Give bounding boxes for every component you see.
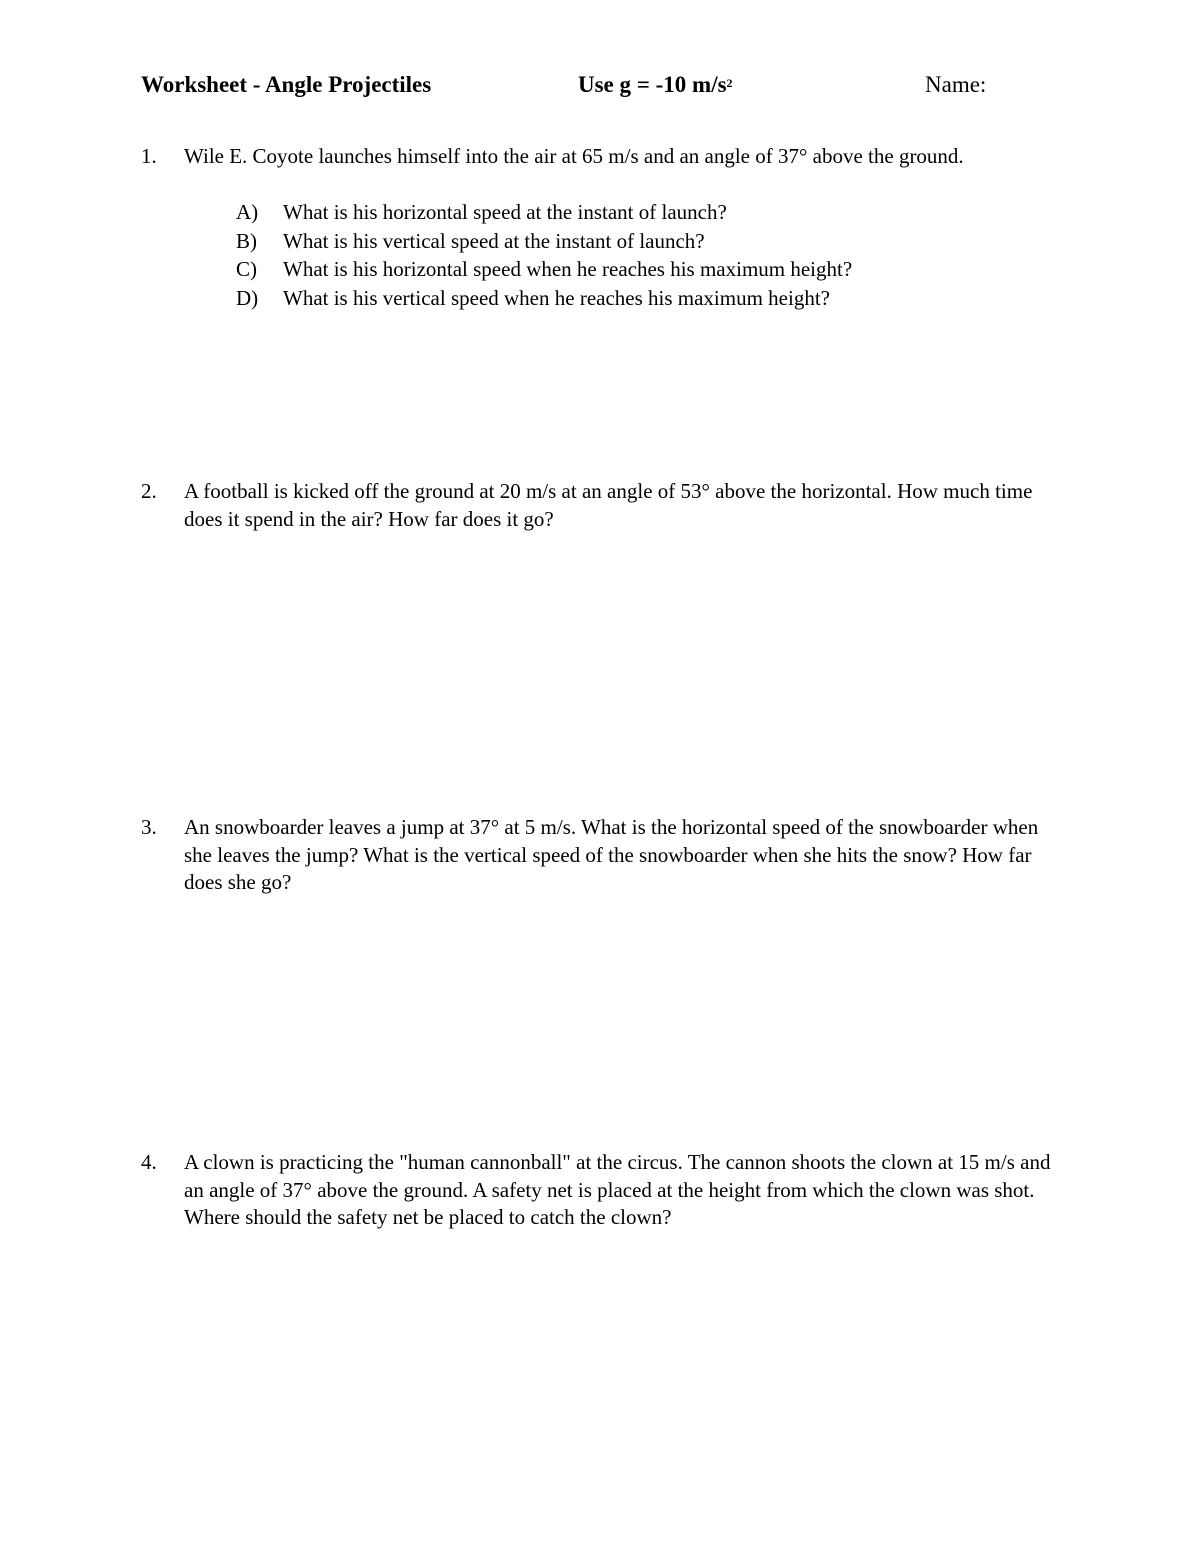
question-text: A clown is practicing the "human cannonball" at the circus. The cannon shoots the clown at 15 m/s and an angle of 37° above the ground. A safety net is placed at the height from which the clown was shot. Where should the safety net be placed to catch the clown? (184, 1150, 1051, 1229)
question-text: An snowboarder leaves a jump at 37° at 5 m/s. What is the horizontal speed of the snowboarder when she leaves the jump? What is the vertical speed of the snowboarder when she hits the snow? How far does she go? (184, 815, 1039, 894)
subpart-letter: A) (236, 200, 259, 224)
question-text: A football is kicked off the ground at 20 m/s at an angle of 53° above the horizontal. How much time does it spend in the air? How far does it go? (184, 479, 1033, 531)
subpart-text: What is his horizontal speed at the instant of launch? (283, 200, 727, 224)
subpart-text: What is his horizontal speed when he reaches his maximum height? (283, 257, 853, 281)
subpart-text: What is his vertical speed when he reaches his maximum height? (283, 285, 830, 310)
worksheet-header (0, 70, 1200, 104)
subpart-b (236, 227, 1136, 256)
subpart-d (236, 284, 1136, 313)
subpart-a (236, 198, 1136, 227)
subparts-list (236, 198, 1136, 312)
subpart-c (236, 255, 1136, 284)
question-number: 1. (141, 144, 157, 168)
subpart-letter: D) (236, 285, 259, 310)
subpart-letter: B) (236, 228, 257, 253)
subpart-letter: C) (236, 257, 257, 281)
name-label: Name: (925, 72, 987, 97)
gravity-note (578, 70, 733, 100)
question-number: 2. (141, 479, 157, 503)
subpart-text: What is his vertical speed at the instant of launch? (283, 228, 705, 253)
worksheet-title: Worksheet - Angle Projectiles (141, 72, 432, 97)
gravity-text: Use g = -10 m/s (578, 72, 727, 97)
question-number: 3. (141, 815, 157, 839)
question-text: Wile E. Coyote launches himself into the air at 65 m/s and an angle of 37° above the ground. (184, 144, 964, 168)
question-number: 4. (141, 1150, 157, 1174)
gravity-exponent: 2 (726, 76, 733, 90)
